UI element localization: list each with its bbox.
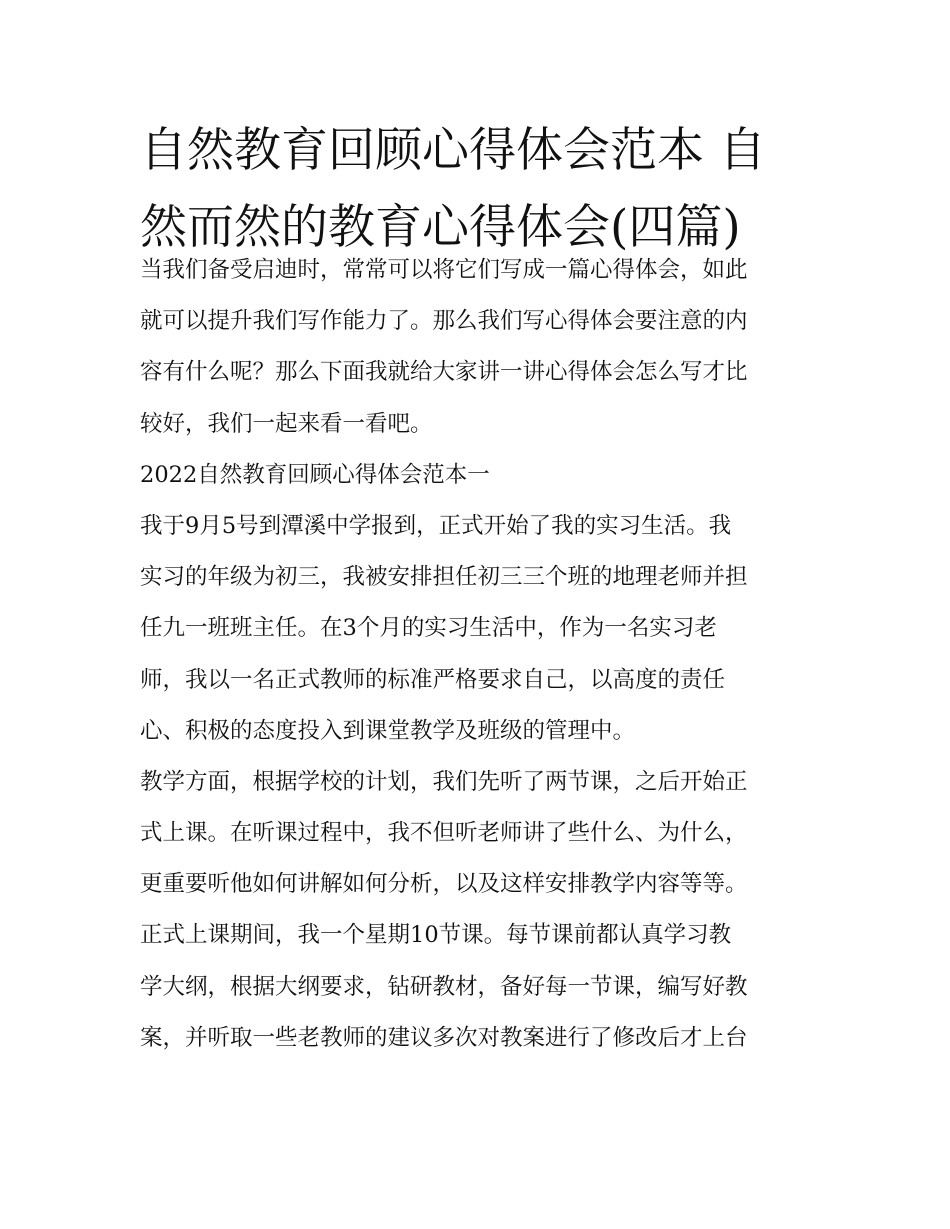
paragraph-line: 我于9月5号到潭溪中学报到，正式开始了我的实习生活。我 [140,512,732,539]
paragraph-line: 正式上课期间，我一个星期10节课。每节课前都认真学习教 [140,922,732,949]
paragraph-line: 学大纲，根据大纲要求，钻研教材，备好每一节课，编写好教 [140,973,748,1000]
document-title [140,112,820,266]
document-body [140,248,820,1067]
paragraph-line: 实习的年级为初三，我被安排担任初三三个班的地理老师并担 [140,564,748,591]
intro-line: 较好，我们一起来看一看吧。 [140,410,433,437]
intro-line: 当我们备受启迪时，常常可以将它们写成一篇心得体会，如此 [140,257,748,283]
title-line: 自然教育回顾心得体会范本 自 [140,123,766,178]
paragraph-line: 式上课。在听课过程中，我不但听老师讲了些什么、为什么， [140,820,748,847]
section-heading: 2022自然教育回顾心得体会范本一 [140,461,490,488]
paragraph-line: 师，我以一名正式教师的标准严格要求自己，以高度的责任 [140,666,726,693]
paragraph-line: 更重要听他如何讲解如何分析，以及这样安排教学内容等等。 [140,871,748,898]
title-line: 然而然的教育心得体会(四篇) [140,200,741,255]
paragraph-line: 任九一班班主任。在3个月的实习生活中，作为一名实习老 [140,615,717,642]
intro-line: 容有什么呢？那么下面我就给大家讲一讲心得体会怎么写才比 [140,359,748,386]
paragraph-line: 心、积极的态度投入到课堂教学及班级的管理中。 [140,717,636,744]
intro-line: 就可以提升我们写作能力了。那么我们写心得体会要注意的内 [140,308,748,335]
paragraph-line: 案，并听取一些老教师的建议多次对教案进行了修改后才上台 [140,1024,748,1051]
paragraph-line: 教学方面，根据学校的计划，我们先听了两节课，之后开始正 [140,768,748,795]
